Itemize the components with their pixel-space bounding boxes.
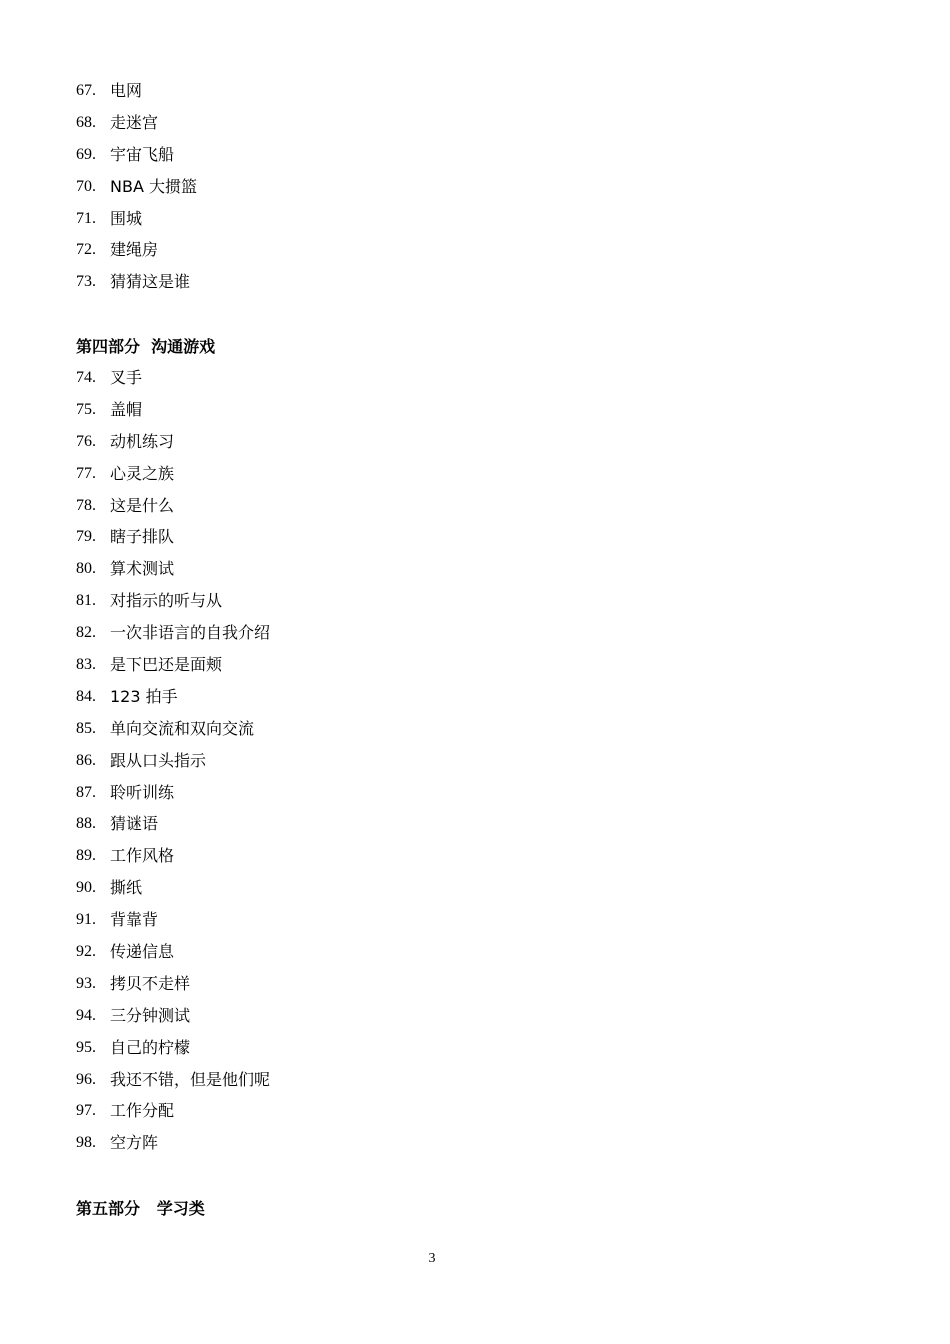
- list-item: [76, 177, 197, 209]
- item-number: 97.: [76, 1102, 96, 1120]
- item-text: 单向交流和双向交流: [110, 718, 255, 738]
- item-text: 拷贝不走样: [110, 973, 191, 993]
- item-text: 传递信息: [110, 942, 175, 962]
- list-item: [76, 145, 197, 177]
- item-text: 一次非语言的自我介绍: [110, 623, 271, 643]
- item-text: 算术测试: [110, 559, 175, 579]
- list-item: [76, 655, 270, 687]
- item-number: 72.: [76, 241, 96, 259]
- item-text: 猜猜这是谁: [110, 272, 191, 292]
- list-item: [76, 81, 197, 113]
- section-heading-part5: 第五部分 学习类: [76, 1199, 205, 1218]
- section-heading-part4: 第四部分 沟通游戏: [76, 337, 216, 356]
- item-text: 背靠背: [110, 910, 159, 930]
- list-item: [76, 209, 197, 241]
- list-item: [76, 1101, 270, 1133]
- item-number: 75.: [76, 400, 96, 418]
- list-item: [76, 751, 270, 783]
- list-part3-end: [76, 81, 197, 304]
- list-item: [76, 559, 270, 591]
- list-item: [76, 846, 270, 878]
- item-text: 三分钟测试: [110, 1005, 191, 1025]
- item-text: 瞎子排队: [110, 527, 175, 547]
- list-item: [76, 942, 270, 974]
- item-text: 这是什么: [110, 495, 175, 515]
- item-number: 87.: [76, 783, 96, 801]
- item-text: 撕纸: [110, 878, 143, 898]
- item-text: 聆听训练: [110, 782, 175, 802]
- item-text: 我还不错，但是他们呢: [110, 1069, 271, 1089]
- list-item: [76, 496, 270, 528]
- item-number: 71.: [76, 209, 96, 227]
- item-number: 81.: [76, 592, 96, 610]
- item-number: 67.: [76, 82, 96, 99]
- list-item: [76, 1006, 270, 1038]
- item-text: 跟从口头指示: [110, 750, 207, 770]
- item-number: 83.: [76, 656, 96, 674]
- list-item: [76, 687, 270, 719]
- list-item: [76, 1038, 270, 1070]
- item-number: 82.: [76, 624, 96, 642]
- item-number: 84.: [76, 687, 96, 705]
- item-number: 76.: [76, 432, 96, 450]
- item-text: 空方阵: [110, 1133, 159, 1153]
- item-text: 盖帽: [110, 399, 143, 419]
- item-text: 123 拍手: [110, 686, 178, 706]
- item-number: 86.: [76, 751, 96, 769]
- item-number: 88.: [76, 815, 96, 833]
- item-text: NBA 大掼篮: [110, 176, 197, 196]
- list-item: [76, 591, 270, 623]
- item-text: 建绳房: [110, 240, 159, 260]
- item-text: 工作分配: [110, 1101, 175, 1121]
- item-text: 走迷宫: [110, 112, 159, 132]
- list-item: [76, 783, 270, 815]
- list-item: [76, 974, 270, 1006]
- item-number: 69.: [76, 145, 96, 163]
- item-number: 78.: [76, 496, 96, 514]
- item-number: 93.: [76, 974, 96, 992]
- list-item: [76, 432, 270, 464]
- list-section4: [76, 368, 270, 1165]
- item-number: 79.: [76, 528, 96, 546]
- item-text: 自己的柠檬: [110, 1037, 191, 1057]
- list-item: [76, 814, 270, 846]
- item-text: 电网: [110, 81, 143, 100]
- list-item: [76, 910, 270, 942]
- item-text: 围城: [110, 208, 143, 228]
- item-number: 94.: [76, 1006, 96, 1024]
- item-number: 80.: [76, 560, 96, 578]
- item-text: 是下巴还是面颊: [110, 655, 223, 675]
- item-number: 70.: [76, 177, 96, 195]
- item-text: 工作风格: [110, 846, 175, 866]
- item-text: 宇宙飞船: [110, 144, 175, 164]
- item-text: 动机练习: [110, 431, 175, 451]
- list-item: [76, 878, 270, 910]
- item-number: 77.: [76, 464, 96, 482]
- list-item: [76, 527, 270, 559]
- page-number: 3: [428, 1251, 436, 1266]
- list-item: [76, 623, 270, 655]
- list-item: [76, 1070, 270, 1102]
- item-number: 95.: [76, 1038, 96, 1056]
- item-number: 73.: [76, 273, 96, 291]
- list-item: [76, 113, 197, 145]
- item-number: 74.: [76, 369, 96, 386]
- item-number: 98.: [76, 1134, 96, 1152]
- item-text: 叉手: [110, 368, 143, 387]
- list-item: [76, 400, 270, 432]
- item-text: 对指示的听与从: [110, 591, 223, 611]
- list-item: [76, 1133, 270, 1165]
- item-number: 91.: [76, 911, 96, 929]
- item-number: 68.: [76, 113, 96, 131]
- item-text: 猜谜语: [110, 814, 159, 834]
- list-item: [76, 272, 197, 304]
- item-number: 96.: [76, 1070, 96, 1088]
- list-item: [76, 464, 270, 496]
- list-item: [76, 240, 197, 272]
- item-number: 90.: [76, 879, 96, 897]
- item-text: 心灵之族: [110, 463, 175, 483]
- item-number: 89.: [76, 847, 96, 865]
- list-item: [76, 368, 270, 400]
- item-number: 85.: [76, 719, 96, 737]
- item-number: 92.: [76, 943, 96, 961]
- list-item: [76, 719, 270, 751]
